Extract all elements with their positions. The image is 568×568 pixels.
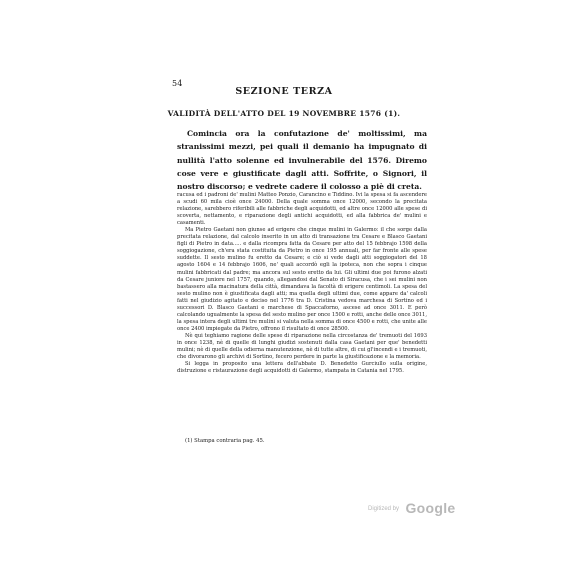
body-paragraph: Si legga in proposito una lettera dell'abbate D. Benedetto Gurciullo sulla origine, distruzione e ristaurazione degli acquidotti di Galermo, stampata in Catania nel 1795. [177, 361, 427, 375]
page-number: 54 [172, 79, 183, 88]
google-watermark [368, 500, 456, 518]
body-text [177, 192, 427, 375]
intro-paragraph [177, 127, 427, 193]
google-logo: Google [405, 500, 456, 516]
body-paragraph: Nè qui teghiamo ragione delle spese di riparazione nella circostanza de' tremuoti del 1693 in once 1238, nè di quelle di lunghi giudizi sostenuti dalla casa Gaetani per que' benedetti mulini; nè di quelle della odierna manutenzione, nè di tutte altre, di cui gl'incendi e i tremuoti, che divorarono gli archivi di Sortino, fecero perdere in parte la giustificazione e la memoria. [177, 332, 427, 361]
watermark-prefix: Digitized by [368, 506, 400, 512]
intro-text: Comincia ora la confutazione de' moltissimi, ma stranissimi mezzi, pei quali il demanio ha impugnato di nullità l'atto solenne ed invulnerabile del 1576. Diremo cose vere e giustificate dagli atti. Soffrite, o Signori, il nostro discorso; e vedrete cadere il colosso a piè di creta. [177, 129, 427, 192]
section-subtitle: VALIDITÀ DELL'ATTO DEL 19 NOVEMBRE 1576 (1). [167, 109, 401, 118]
footnote: (1) Stampa contraria pag. 45. [185, 438, 265, 444]
body-paragraph: racusa ed i padroni de' mulini Matteo Ponzio, Carancino e Tiddino. Ivi la spesa si fa ascendere a scudi 60 mila cioè once 24000. Della quale somma once 12000, secondo la precitata relazione, sarebbero riferibili alle fabbriche degli acquidotti, ed altre once 12000 alle spese di scoverta, nettamento, e riparazione degli antichi acquidotti, ed alla fabbrica de' mulini e casamenti. [177, 192, 427, 227]
section-title: SEZIONE TERZA [235, 86, 333, 97]
body-paragraph: Ma Pietro Gaetani non giunse ad erigere che cinque mulini in Galermo: il che sorge dalla precitata relazione, dal calcolo inserito in un atto di transazione tra Cesare e Blasco Gaetani figli di Pietro in data..... e dalla ricompra fatta da Cesare per atto del 15 febbrajo 1598 della soggiogazione, ch'era stata costituita da Pietro in once 195 annuali, per far fronte alle spese suddette. Il sesto mulino fu eretto da Cesare; e ciò si vede dagli atti soggiogatori del 18 agosto 1604 e 14 febbrajo 1606, ne' quali accordò egli la ipoteca, non che sopra i cinque mulini fabbricati dal padre; ma ancora sul sesto eretto da lui. Gli ultimi due poi furono alzati da Cesare juniore nel 1757, quando, allegandosi dal Senato di Siracusa, che i sei mulini non bastassero alla macinatura della città, dimandava la facoltà di erigere centimoli. La spesa del sesto mulino non è giustificata dagli atti; ma quella degli ultimi due, come appare da' calcoli fatti nel giudizio agitato e deciso nel 1776 tra D. Cristina vedova marchesa di Sortino ed i successori D. Blasco Gaetani e marchese di Spaccaforno, ascese ad once 3011. E però calcolando ugualmente la spesa del sesto mulino per once 1500 e rotti, anche delle once 3011, la spesa intera degli ultimi tre mulini si valuta nella somma di once 4500 e rotti, che unite alle once 2400 impiegate da Pietro, offrono il risultato di once 28500. [177, 227, 427, 332]
